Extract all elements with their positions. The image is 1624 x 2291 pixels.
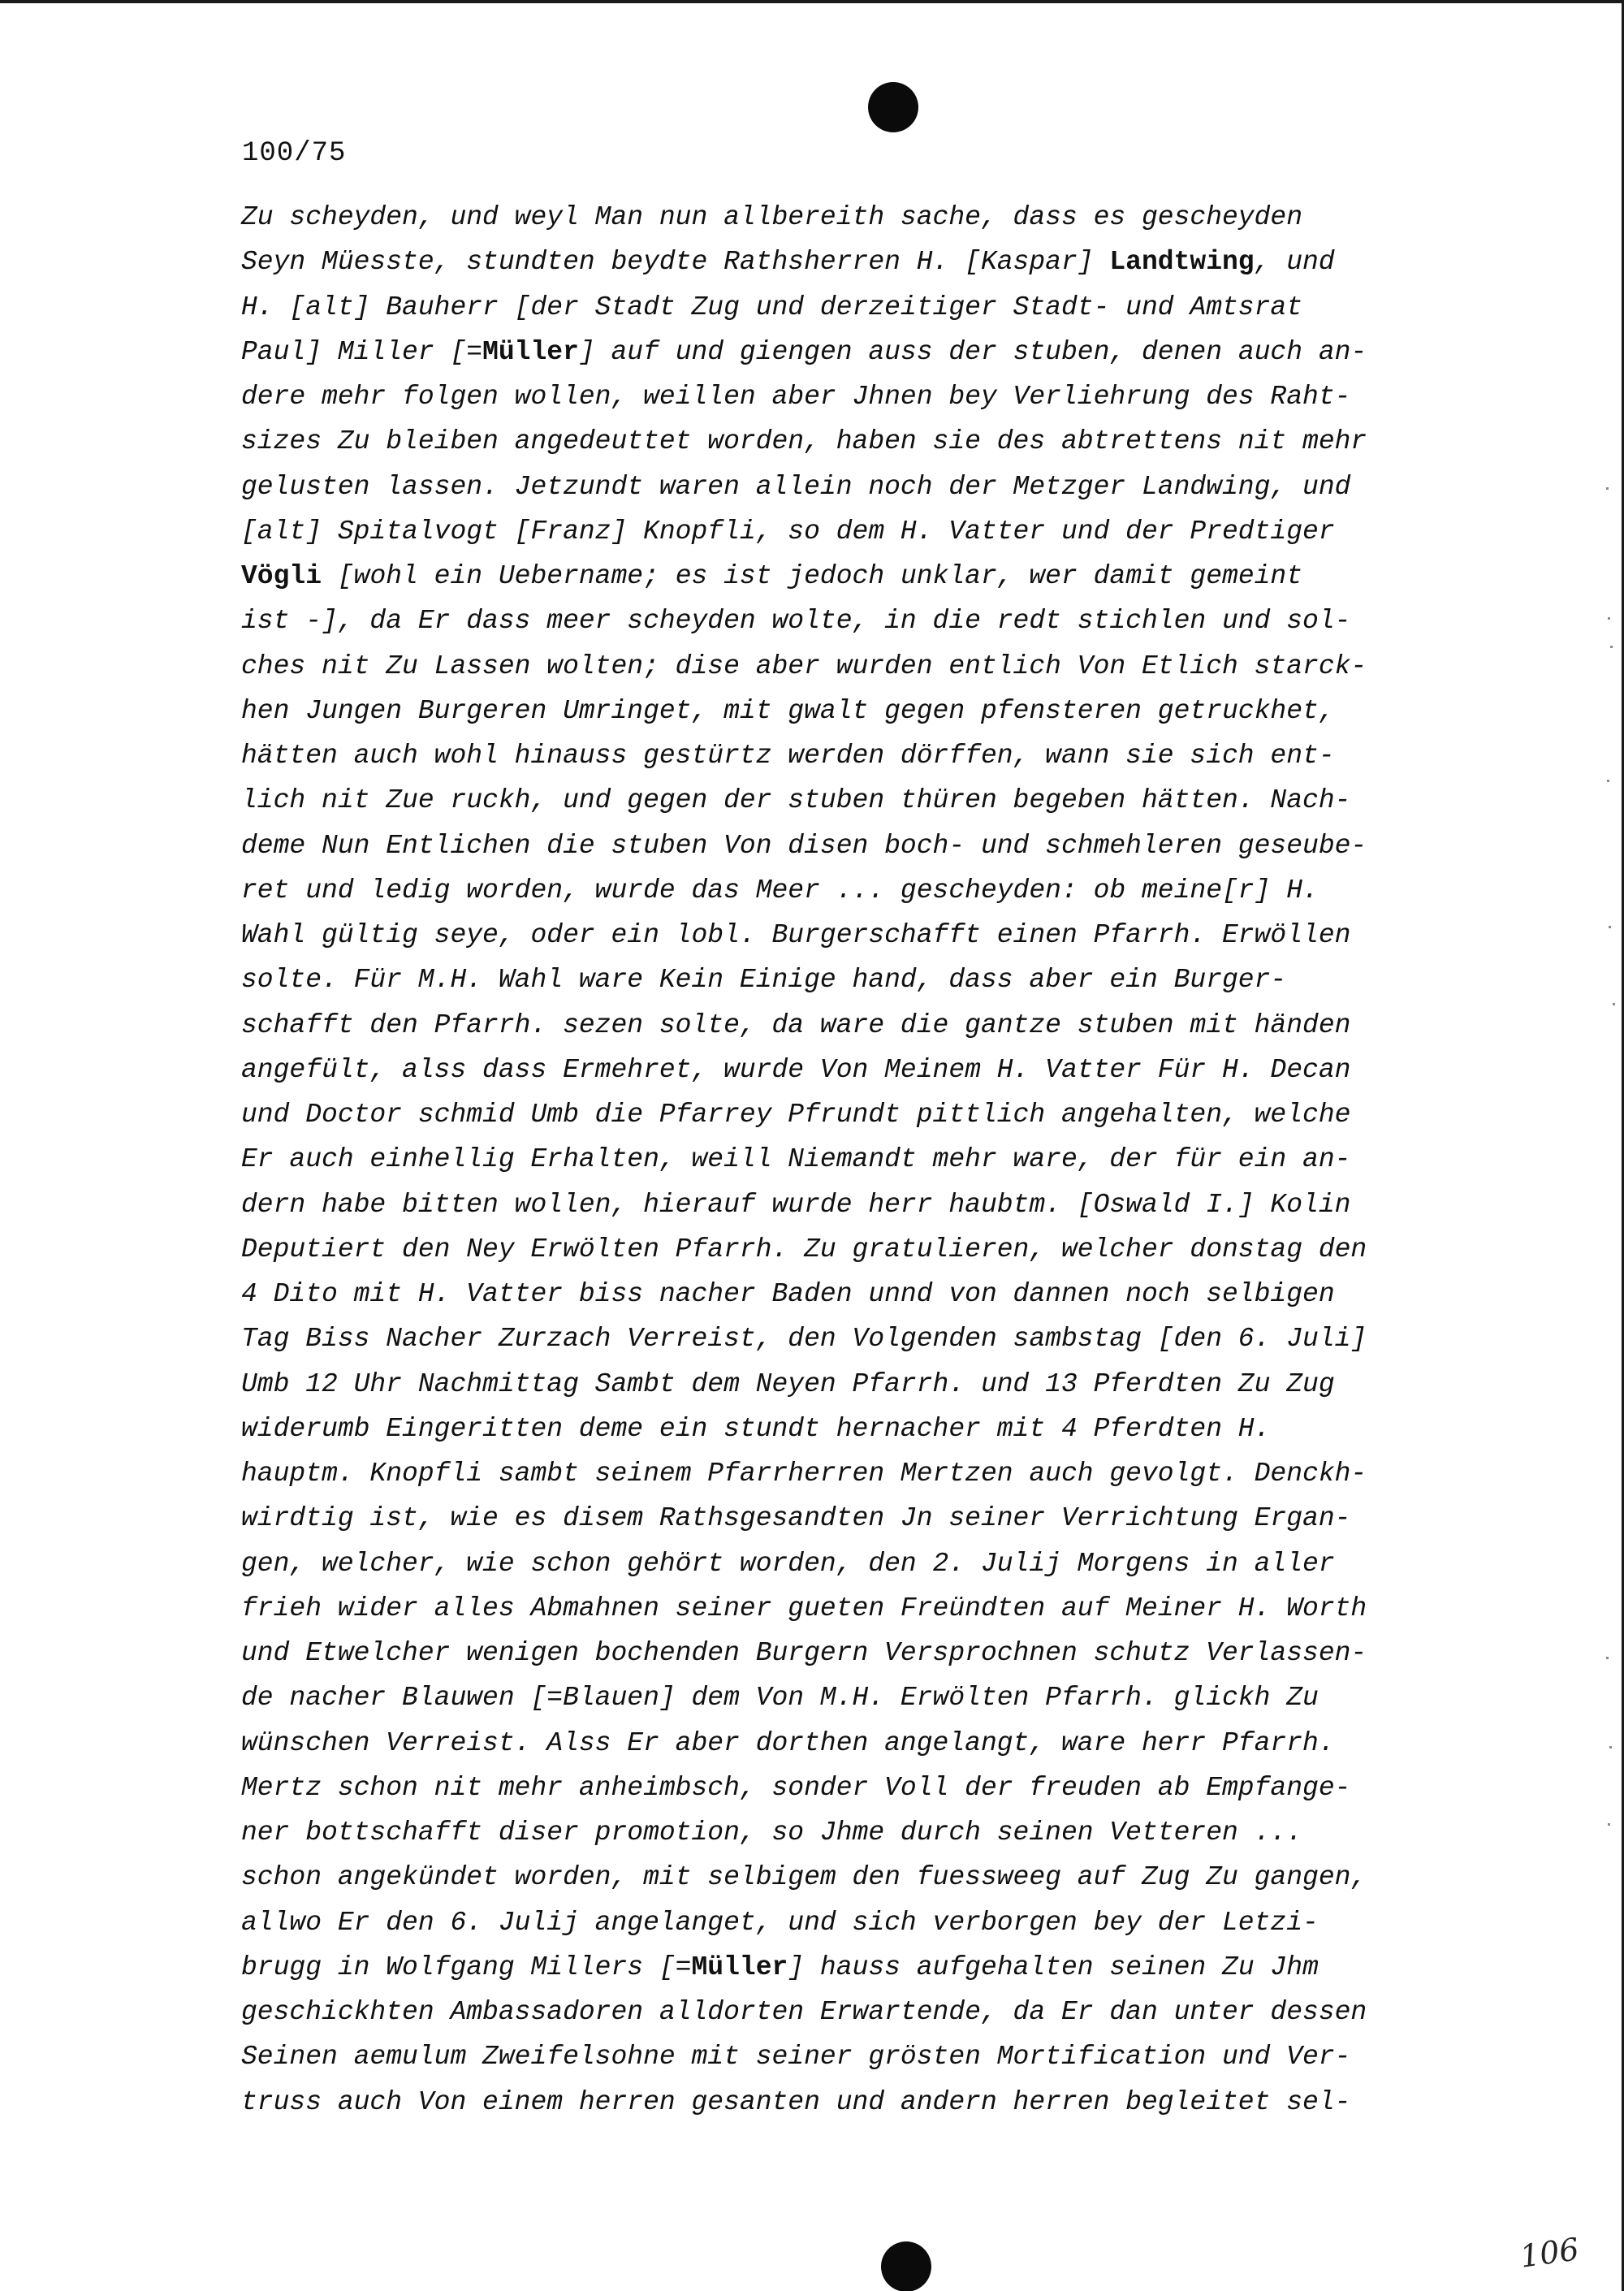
text-run: und Etwelcher wenigen bochenden Burgern Versprochnen schutz Verlassen- — [241, 1638, 1367, 1668]
text-run: ner bottschafft diser promotion, so Jhme durch seinen Vetteren ... — [241, 1818, 1303, 1848]
text-line — [241, 1182, 1508, 1227]
scan-speck — [1609, 1746, 1612, 1749]
text-run: wirdtig ist, wie es disem Rathsgesandten Jn seiner Verrichtung Ergan- — [241, 1503, 1351, 1534]
bold-name: Müller — [482, 336, 579, 367]
text-line — [241, 285, 1508, 330]
text-line — [241, 1227, 1508, 1272]
text-run: hauptm. Knopfli sambt seinem Pfarrherren Mertzen auch gevolgt. Denckh- — [241, 1459, 1367, 1489]
text-run: ches nit Zu Lassen wolten; dise aber wurden entlich Von Etlich starck- — [241, 651, 1367, 681]
text-run: sizes Zu bleiben angedeuttet worden, haben sie des abtrettens nit mehr — [241, 426, 1367, 457]
text-line — [241, 554, 1508, 599]
text-line — [241, 1048, 1508, 1092]
scan-speck — [1613, 1003, 1615, 1005]
text-run: Paul] Miller [= — [241, 336, 483, 367]
folio-number: 106 — [1518, 2231, 1582, 2275]
transcription-text — [241, 195, 1508, 2125]
text-line — [241, 465, 1508, 509]
punch-hole-top — [868, 82, 918, 132]
text-run: Umb 12 Uhr Nachmittag Sambt dem Neyen Pfarrh. und 13 Pferdten Zu Zug — [241, 1368, 1335, 1399]
text-line — [241, 419, 1508, 464]
text-line — [241, 599, 1508, 643]
text-line — [241, 1496, 1508, 1541]
text-run: , und — [1254, 247, 1335, 278]
text-run: [wohl ein Uebername; es ist jedoch unklar, wer damit gemeint — [322, 561, 1303, 591]
text-line — [241, 778, 1508, 823]
text-line — [241, 1675, 1508, 1720]
text-line — [241, 1362, 1508, 1407]
text-line — [241, 1855, 1508, 1900]
text-run: truss auch Von einem herren gesanten und andern herren begleitet sel- — [241, 2086, 1351, 2117]
text-line — [241, 1272, 1508, 1316]
scan-top-edge — [0, 0, 1624, 3]
text-run: geschickhten Ambassadoren alldorten Erwartende, da Er dan unter dessen — [241, 1997, 1367, 2027]
scan-speck — [1606, 1657, 1609, 1659]
text-run: dern habe bitten wollen, hierauf wurde herr haubtm. [Oswald I.] Kolin — [241, 1189, 1351, 1220]
text-line — [241, 1810, 1508, 1855]
text-run: Er auch einhellig Erhalten, weill Niemandt mehr ware, der für ein an- — [241, 1144, 1351, 1175]
text-run: schon angekündet worden, mit selbigem den fuessweeg auf Zug Zu gangen, — [241, 1862, 1367, 1893]
text-line — [241, 2080, 1508, 2125]
text-line — [241, 689, 1508, 733]
text-line — [241, 195, 1508, 240]
text-run: deme Nun Entlichen die stuben Von disen boch- und schmehleren geseube- — [241, 830, 1367, 861]
text-run: Zu scheyden, und weyl Man nun allbereith sache, dass es gescheyden — [241, 202, 1303, 232]
scan-speck — [1610, 646, 1613, 648]
text-line — [241, 1137, 1508, 1182]
text-line — [241, 823, 1508, 868]
text-line — [241, 1990, 1508, 2034]
text-line — [241, 868, 1508, 913]
bold-name: Vögli — [241, 561, 322, 591]
text-line — [241, 1092, 1508, 1137]
text-run: gen, welcher, wie schon gehört worden, den 2. Julij Morgens in aller — [241, 1548, 1335, 1579]
text-line — [241, 1631, 1508, 1675]
bold-name: Müller — [691, 1952, 788, 1982]
text-line — [241, 1945, 1508, 1990]
text-run: und Doctor schmid Umb die Pfarrey Pfrundt pittlich angehalten, welche — [241, 1100, 1351, 1130]
text-run: brugg in Wolfgang Millers [= — [241, 1952, 692, 1982]
scan-speck — [1607, 780, 1609, 782]
text-run: solte. Für M.H. Wahl ware Kein Einige hand, dass aber ein Burger- — [241, 965, 1287, 996]
text-line — [241, 1766, 1508, 1810]
text-line — [241, 733, 1508, 778]
text-run: ] auf und giengen auss der stuben, denen auch an- — [578, 336, 1367, 367]
text-run: ret und ledig worden, wurde das Meer ... gescheyden: ob meine[r] H. — [241, 875, 1319, 906]
text-line — [241, 1900, 1508, 1945]
text-line — [241, 1407, 1508, 1451]
punch-hole-bottom — [881, 2241, 931, 2291]
text-run: wünschen Verreist. Alss Er aber dorthen angelangt, ware herr Pfarrh. — [241, 1727, 1335, 1758]
scan-speck — [1609, 926, 1611, 928]
text-line — [241, 240, 1508, 284]
text-line — [241, 1721, 1508, 1766]
text-run: Mertz schon nit mehr anheimbsch, sonder Voll der freuden ab Empfange- — [241, 1772, 1351, 1803]
text-run: ist -], da Er dass meer scheyden wolte, in die redt stichlen und sol- — [241, 606, 1351, 637]
document-reference: 100/75 — [242, 138, 347, 169]
scan-speck — [1608, 617, 1610, 620]
text-line — [241, 509, 1508, 554]
text-line — [241, 1316, 1508, 1361]
text-run: de nacher Blauwen [=Blauen] dem Von M.H. Erwölten Pfarrh. glickh Zu — [241, 1683, 1319, 1714]
text-run: hätten auch wohl hinauss gestürtz werden dörffen, wann sie sich ent- — [241, 741, 1335, 771]
bold-name: Landtwing — [1109, 247, 1255, 278]
text-line — [241, 1451, 1508, 1496]
text-run: allwo Er den 6. Julij angelanget, und sich verborgen bey der Letzi- — [241, 1907, 1319, 1938]
text-run: Seinen aemulum Zweifelsohne mit seiner grösten Mortification und Ver- — [241, 2042, 1351, 2073]
text-run: ] hauss aufgehalten seinen Zu Jhm — [788, 1952, 1319, 1982]
text-line — [241, 2034, 1508, 2079]
text-run: gelusten lassen. Jetzundt waren allein noch der Metzger Landwing, und — [241, 471, 1351, 502]
text-line — [241, 1541, 1508, 1586]
text-run: Wahl gültig seye, oder ein lobl. Burgerschafft einen Pfarrh. Erwöllen — [241, 920, 1351, 950]
scan-speck — [1608, 1823, 1610, 1826]
text-line — [241, 913, 1508, 957]
text-run: H. [alt] Bauherr [der Stadt Zug und derzeitiger Stadt- und Amtsrat — [241, 292, 1303, 322]
text-run: frieh wider alles Abmahnen seiner gueten Freündten auf Meiner H. Worth — [241, 1593, 1367, 1623]
text-run: hen Jungen Burgeren Umringet, mit gwalt gegen pfensteren getruckhet, — [241, 695, 1335, 726]
text-line — [241, 1586, 1508, 1631]
text-run: Seyn Müesste, stundten beydte Rathsherren H. [Kaspar] — [241, 247, 1110, 278]
text-line — [241, 644, 1508, 689]
text-run: Tag Biss Nacher Zurzach Verreist, den Volgenden sambstag [den 6. Juli] — [241, 1324, 1367, 1355]
text-run: dere mehr folgen wollen, weillen aber Jhnen bey Verliehrung des Raht- — [241, 382, 1351, 412]
text-run: lich nit Zue ruckh, und gegen der stuben thüren begeben hätten. Nach- — [241, 785, 1351, 816]
text-run: 4 Dito mit H. Vatter biss nacher Baden unnd von dannen noch selbigen — [241, 1279, 1335, 1309]
text-run: Deputiert den Ney Erwölten Pfarrh. Zu gratulieren, welcher donstag den — [241, 1234, 1367, 1264]
scan-speck — [1606, 487, 1609, 490]
text-line — [241, 374, 1508, 419]
text-run: schafft den Pfarrh. sezen solte, da ware die gantze stuben mit händen — [241, 1009, 1351, 1040]
text-line — [241, 330, 1508, 374]
text-line — [241, 957, 1508, 1002]
text-line — [241, 1003, 1508, 1048]
text-run: widerumb Eingeritten deme ein stundt hernacher mit 4 Pferdten H. — [241, 1413, 1271, 1444]
text-run: angefült, alss dass Ermehret, wurde Von Meinem H. Vatter Für H. Decan — [241, 1054, 1351, 1085]
text-run: [alt] Spitalvogt [Franz] Knopfli, so dem H. Vatter und der Predtiger — [241, 516, 1335, 547]
